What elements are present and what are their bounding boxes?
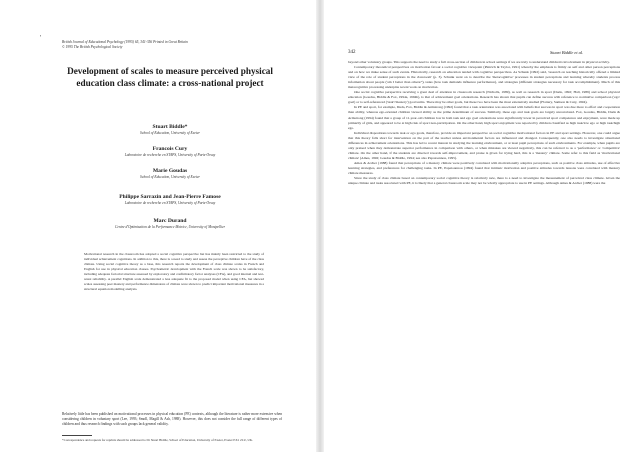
- author-affiliation: Centre d'Optimisation de la Performance Motrice, University of Montpellier: [114, 225, 226, 229]
- author-block: [60, 218, 280, 230]
- journal-header: [62, 40, 282, 50]
- body-paragraph: beyond other voluntary groups. This supports the need to study a full cross-section of children in school settings if we are truly to understand children's involvement in physical activity.: [348, 60, 610, 64]
- author-block: [60, 168, 280, 180]
- author-affiliation: School of Education, University of Exeter: [140, 175, 200, 179]
- body-paragraph: Contemporary theoretical perspectives on motivation favour a social cognitive viewpoint (Pintrich & Taylor, 1991) whereby the emphasis is firmly on self and other person perceptions and on how we make sense of such events. Historically, research on education tended with cognitive perspectives. As Schunk (1992) said, 'research on teaching historically offered a limited view of the role of student perceptions in the classroom' (p. 3). Schunk went on to describe the 'metacognitive' processes in student perceptions and learning whereby students process information about people ('am I better than others?'), tasks (how task demands influence performance), and strategies (different strategies necessary for task accomplishment). Much of this metacognitive processing underpins recent work on motivation.: [348, 65, 620, 90]
- author-name: Stuart Biddle*: [152, 124, 188, 130]
- copyright-line: © 1995 The British Psychological Society: [62, 45, 123, 49]
- page-number: 342: [348, 50, 356, 55]
- body-paragraph: Individual dispositions towards task or ego goals, therefore, provide an important perspective on social cognitive motivational factors in PE and sport settings. However, one could argue that this theory falls short for intervention on the part of the teacher unless environmental factors are influenced and changed. Consequently, one also needs to investigate situational differences in achievement orientations. This has led to recent interest in studying the learning environment, or at least pupil perceptions of such environments. For example, when pupils are only praised when they demonstrate superior performance in comparison with others, or when mistakes are viewed negatively, this can be referred to as a 'performance' or 'competitive' climate. On the other hand, if the students are directed towards self-improvement, and praise is given for trying hard, this is a 'mastery' climate. Some refer to this field as 'motivational climate' (Ames, 1992; Goudas & Biddle, 1994; see also Papaioannou, 1995).: [348, 130, 620, 160]
- author-name: Philippe Sarrazin and Jean-Pierre Famose: [119, 194, 221, 200]
- body-text: [348, 60, 620, 450]
- running-head: Stuart Biddle et al.: [550, 50, 584, 55]
- author-name: Marie Goudas: [152, 168, 188, 174]
- author-affiliation: Laboratoire de recherche en STAPS, University of Paris-Orsay: [124, 201, 216, 205]
- journal-citation: British Journal of Educational Psychology (1995) 65, 341-356 Printed in Great Britain: [62, 40, 188, 44]
- author-block: [60, 146, 280, 158]
- author-name: Marc Durand: [153, 218, 187, 224]
- right-page: [320, 0, 640, 452]
- footnote-rule: [62, 435, 92, 436]
- article-title: Development of scales to measure perceived physical education class climate: a cross-national project: [67, 66, 273, 88]
- body-paragraph: In PE and sport, for example, Duda, Fox, Biddle & Armstrong (1992) found that a task orientation was associated with beliefs that success in sport was due more to effort and cooperation than ability, whereas ego-oriented children viewed ability as the prime determinant of success. Similarly, these ego and task goals are largely uncorrelated. Fox, Goudas, Biddle, Duda & Armstrong (1994) found that a group of 11-year-old children low in both task and ego goal orientations were significantly lower in perceived sport competence and enjoyment, were made up primarily of girls, and appeared to be at high risk of sport non-participation. On the other hand, high sport enjoyment was reported by children classified as high task/low ego or high task/high ego.: [348, 105, 620, 130]
- body-paragraph: Since the study of class climate based on contemporary social cognitive theory is relatively new, there is a need to investigate the measurement of perceived class climate. Given the unique climate and tasks associated with PE, it is likely that a general classroom scale may not be wholly appropriate to use in PE settings. Although Ames & Archer (1988) were the: [348, 176, 620, 186]
- author-affiliation: Laboratoire de recherche en STAPS, University of Paris-Orsay: [124, 153, 216, 157]
- body-paragraph: One social cognitive perspective receiving a great deal of attention in classroom research (Nicholls, 1989), as well as research in sport (Duda, 1992; Hall, 1989) and school physical education (Goudas, Biddle & Fox, 1994a, 1994b), is that of achievement goal orientations. Research has shown that pupils can define success with reference to normative comparison ('ego' goal) or to self-referenced ('task'/'mastery') goal terms. There may be other goals, but these two have been the most extensively studied (Flattery, Samson & Cury, 1994).: [348, 90, 620, 105]
- corner-mark: ': [40, 34, 42, 42]
- footnote: *Correspondence and requests for reprints should be addressed to Dr Stuart Biddle, School of Education, University of Exeter, Exeter EX1 2LU, UK.: [62, 438, 253, 442]
- author-name: Francois Cury: [152, 146, 188, 152]
- body-paragraph: Ames & Archer (1988) found that perceptions of a mastery climate were positively correlated with motivationally adaptive perceptions, such as positive class attitudes, use of effective learning strategies, and preferences for challenging tasks. In PE, Papaioannou (1994) found that intrinsic motivation and positive attitudes towards lessons were correlated with mastery climate measures.: [348, 160, 620, 176]
- author-block: [60, 194, 280, 206]
- author-block: [60, 124, 280, 136]
- intro-paragraph: Relatively little has been published on motivational processes in physical education (PE) contexts, although the literature is rather more extensive when considering children in voluntary sport (Lee, 1993; Smoll, Magill & Ash, 1988). However, this does not consider the full range of different types of children and thus research findings with such groups lack general validity.: [62, 412, 282, 427]
- abstract: Motivational research in the classroom has adopted a social cognitive perspective but has mainly been restricted to the study of individual achievement cognitions. In addition to this, there is a need to study and assess the perceptive children have of the class climate. Using social cognitive theory as a base, this research reports the development of class climate scales in French and English for use in physical education classes. Psychometric development with the French scale was shown to be satisfactory, including adequate factorial structure assessed by exploratory and confirmatory factor analyses (CFA), and good internal and test-retest reliability. A parallel English scale demonstrated a less adequate fit to the proposed model when using CFA, but showed scales assessing peer mastery and performance dimensions of climate were shown to predict important motivational measures in a structural equation modelling analysis.: [84, 252, 264, 291]
- author-affiliation: School of Education, University of Exeter: [140, 131, 200, 135]
